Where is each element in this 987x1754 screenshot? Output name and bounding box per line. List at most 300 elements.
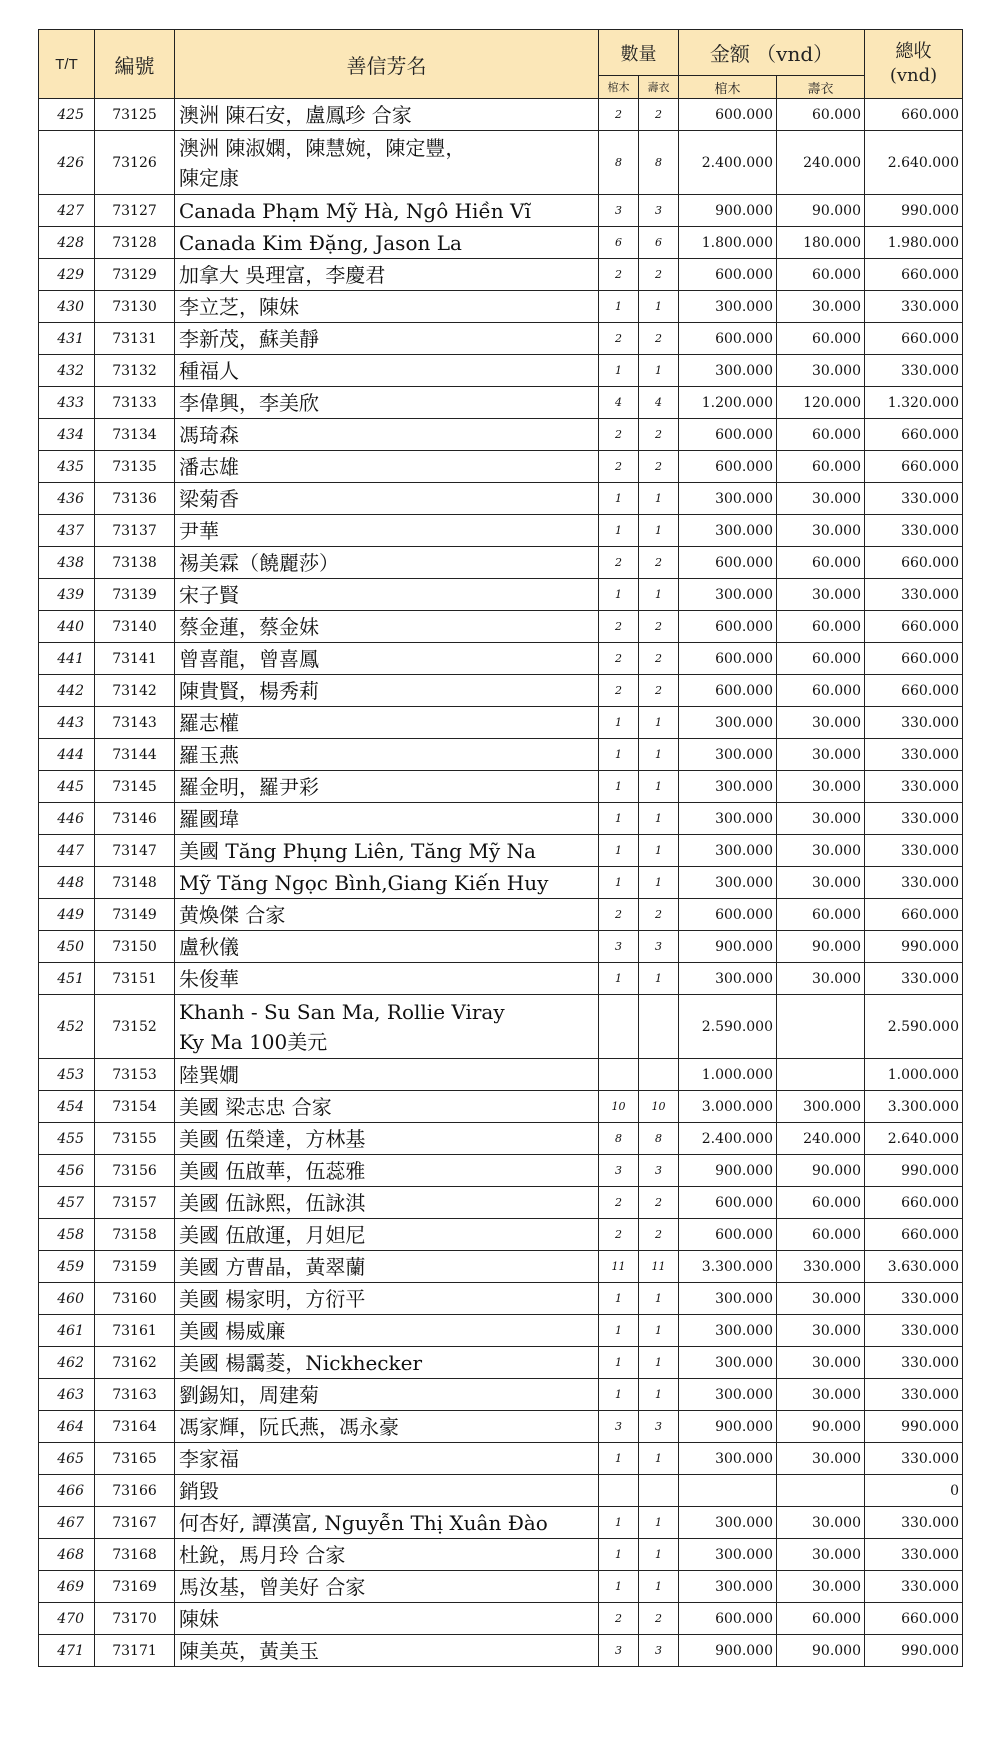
row-number: 465 bbox=[39, 1443, 95, 1475]
amount-shroud: 60.000 bbox=[777, 899, 865, 931]
row-number: 439 bbox=[39, 579, 95, 611]
amount-coffin: 300.000 bbox=[679, 1539, 777, 1571]
row-number: 435 bbox=[39, 451, 95, 483]
amount-coffin: 300.000 bbox=[679, 835, 777, 867]
table-row bbox=[39, 1603, 963, 1635]
qty-shroud: 1 bbox=[639, 707, 679, 739]
amount-coffin: 3.000.000 bbox=[679, 1091, 777, 1123]
row-code: 73132 bbox=[95, 355, 175, 387]
amount-total: 1.000.000 bbox=[865, 1059, 963, 1091]
table-row bbox=[39, 867, 963, 899]
amount-shroud: 60.000 bbox=[777, 99, 865, 131]
row-number: 425 bbox=[39, 99, 95, 131]
table-row bbox=[39, 1283, 963, 1315]
amount-total: 660.000 bbox=[865, 899, 963, 931]
amount-coffin: 600.000 bbox=[679, 1187, 777, 1219]
amount-total: 1.980.000 bbox=[865, 227, 963, 259]
qty-shroud: 6 bbox=[639, 227, 679, 259]
qty-coffin: 1 bbox=[599, 803, 639, 835]
amount-total: 330.000 bbox=[865, 483, 963, 515]
donor-name: 盧秋儀 bbox=[175, 931, 599, 963]
row-code: 73152 bbox=[95, 995, 175, 1059]
table-row bbox=[39, 1443, 963, 1475]
qty-shroud: 1 bbox=[639, 771, 679, 803]
amount-coffin: 2.590.000 bbox=[679, 995, 777, 1059]
amount-coffin: 3.300.000 bbox=[679, 1251, 777, 1283]
donor-name: Khanh - Su San Ma, Rollie Viray Ky Ma 100美元 bbox=[175, 995, 599, 1059]
amount-total: 330.000 bbox=[865, 1347, 963, 1379]
qty-shroud: 1 bbox=[639, 1507, 679, 1539]
qty-coffin: 1 bbox=[599, 1571, 639, 1603]
table-row bbox=[39, 1091, 963, 1123]
qty-shroud: 2 bbox=[639, 675, 679, 707]
donor-name: 尹華 bbox=[175, 515, 599, 547]
table-row bbox=[39, 1411, 963, 1443]
qty-shroud: 1 bbox=[639, 291, 679, 323]
amount-total: 330.000 bbox=[865, 739, 963, 771]
donor-name: 李新茂，蘇美靜 bbox=[175, 323, 599, 355]
row-code: 73142 bbox=[95, 675, 175, 707]
amount-coffin: 1.800.000 bbox=[679, 227, 777, 259]
table-row bbox=[39, 227, 963, 259]
amount-coffin: 2.400.000 bbox=[679, 131, 777, 195]
amount-total: 990.000 bbox=[865, 931, 963, 963]
row-number: 448 bbox=[39, 867, 95, 899]
row-number: 446 bbox=[39, 803, 95, 835]
donor-name: 蔡金蓮，蔡金妹 bbox=[175, 611, 599, 643]
amount-shroud: 30.000 bbox=[777, 1283, 865, 1315]
amount-total: 660.000 bbox=[865, 675, 963, 707]
qty-coffin: 2 bbox=[599, 643, 639, 675]
qty-coffin: 1 bbox=[599, 1283, 639, 1315]
table-row bbox=[39, 1123, 963, 1155]
amount-coffin: 600.000 bbox=[679, 675, 777, 707]
amount-total: 330.000 bbox=[865, 867, 963, 899]
donor-name: 澳洲 陳淑嫻，陳慧婉，陳定豐， 陳定康 bbox=[175, 131, 599, 195]
amount-coffin: 600.000 bbox=[679, 1603, 777, 1635]
donor-name: 美國 楊靄菱，Nickhecker bbox=[175, 1347, 599, 1379]
qty-coffin: 1 bbox=[599, 1507, 639, 1539]
qty-shroud: 2 bbox=[639, 611, 679, 643]
amount-coffin: 900.000 bbox=[679, 1411, 777, 1443]
donor-name: 美國 伍啟華，伍蕊雅 bbox=[175, 1155, 599, 1187]
amount-coffin: 300.000 bbox=[679, 963, 777, 995]
qty-shroud: 2 bbox=[639, 1603, 679, 1635]
qty-shroud: 2 bbox=[639, 451, 679, 483]
row-code: 73139 bbox=[95, 579, 175, 611]
amount-total: 330.000 bbox=[865, 1571, 963, 1603]
donor-name: Canada Phạm Mỹ Hà, Ngô Hiền Vĩ bbox=[175, 195, 599, 227]
amount-shroud: 60.000 bbox=[777, 547, 865, 579]
table-row bbox=[39, 739, 963, 771]
row-code: 73151 bbox=[95, 963, 175, 995]
qty-shroud: 2 bbox=[639, 259, 679, 291]
donor-name: 種福人 bbox=[175, 355, 599, 387]
row-number: 462 bbox=[39, 1347, 95, 1379]
qty-shroud: 1 bbox=[639, 803, 679, 835]
donor-name: 李立芝，陳妹 bbox=[175, 291, 599, 323]
qty-coffin: 11 bbox=[599, 1251, 639, 1283]
amount-shroud: 90.000 bbox=[777, 1155, 865, 1187]
qty-shroud: 1 bbox=[639, 355, 679, 387]
table-row bbox=[39, 1315, 963, 1347]
amount-shroud: 30.000 bbox=[777, 1347, 865, 1379]
amount-total: 660.000 bbox=[865, 1603, 963, 1635]
amount-coffin: 900.000 bbox=[679, 1155, 777, 1187]
amount-total: 330.000 bbox=[865, 1283, 963, 1315]
qty-shroud: 1 bbox=[639, 1571, 679, 1603]
qty-shroud bbox=[639, 1059, 679, 1091]
amount-coffin: 600.000 bbox=[679, 259, 777, 291]
qty-coffin: 2 bbox=[599, 1603, 639, 1635]
qty-coffin: 2 bbox=[599, 675, 639, 707]
amount-coffin: 300.000 bbox=[679, 483, 777, 515]
qty-coffin: 1 bbox=[599, 867, 639, 899]
row-number: 432 bbox=[39, 355, 95, 387]
row-code: 73140 bbox=[95, 611, 175, 643]
amount-shroud: 90.000 bbox=[777, 1411, 865, 1443]
row-code: 73143 bbox=[95, 707, 175, 739]
row-number: 461 bbox=[39, 1315, 95, 1347]
donor-name: 潘志雄 bbox=[175, 451, 599, 483]
qty-coffin: 3 bbox=[599, 931, 639, 963]
amount-shroud: 30.000 bbox=[777, 867, 865, 899]
row-number: 431 bbox=[39, 323, 95, 355]
qty-shroud bbox=[639, 995, 679, 1059]
amount-total: 660.000 bbox=[865, 99, 963, 131]
row-number: 471 bbox=[39, 1635, 95, 1667]
amount-shroud: 240.000 bbox=[777, 131, 865, 195]
amount-coffin: 900.000 bbox=[679, 195, 777, 227]
row-number: 466 bbox=[39, 1475, 95, 1507]
row-code: 73130 bbox=[95, 291, 175, 323]
donor-name: 羅志權 bbox=[175, 707, 599, 739]
qty-coffin: 2 bbox=[599, 899, 639, 931]
qty-coffin: 1 bbox=[599, 291, 639, 323]
amount-coffin: 300.000 bbox=[679, 1443, 777, 1475]
amount-coffin: 300.000 bbox=[679, 1379, 777, 1411]
donor-name: 美國 伍詠熙，伍詠淇 bbox=[175, 1187, 599, 1219]
table-row bbox=[39, 1571, 963, 1603]
donor-name: 美國 楊家明，方衍平 bbox=[175, 1283, 599, 1315]
amount-total: 1.320.000 bbox=[865, 387, 963, 419]
amount-coffin: 300.000 bbox=[679, 1347, 777, 1379]
amount-shroud: 30.000 bbox=[777, 1315, 865, 1347]
amount-shroud: 60.000 bbox=[777, 259, 865, 291]
row-number: 444 bbox=[39, 739, 95, 771]
donor-name: 梁菊香 bbox=[175, 483, 599, 515]
qty-coffin: 1 bbox=[599, 579, 639, 611]
row-code: 73169 bbox=[95, 1571, 175, 1603]
amount-total: 660.000 bbox=[865, 643, 963, 675]
amount-shroud bbox=[777, 995, 865, 1059]
amount-total: 2.640.000 bbox=[865, 1123, 963, 1155]
header-qty-coffin: 棺木 bbox=[599, 76, 639, 99]
qty-coffin: 1 bbox=[599, 707, 639, 739]
qty-shroud: 2 bbox=[639, 1219, 679, 1251]
amount-shroud: 60.000 bbox=[777, 675, 865, 707]
row-code: 73154 bbox=[95, 1091, 175, 1123]
amount-total: 660.000 bbox=[865, 1219, 963, 1251]
row-number: 468 bbox=[39, 1539, 95, 1571]
qty-coffin: 1 bbox=[599, 1379, 639, 1411]
amount-coffin: 300.000 bbox=[679, 579, 777, 611]
row-number: 441 bbox=[39, 643, 95, 675]
amount-total: 660.000 bbox=[865, 451, 963, 483]
amount-coffin: 600.000 bbox=[679, 451, 777, 483]
qty-coffin: 2 bbox=[599, 1187, 639, 1219]
qty-shroud: 1 bbox=[639, 1539, 679, 1571]
donor-name: 黄煥傑 合家 bbox=[175, 899, 599, 931]
donor-name: 羅金明，羅尹彩 bbox=[175, 771, 599, 803]
row-code: 73161 bbox=[95, 1315, 175, 1347]
table-row bbox=[39, 1251, 963, 1283]
amount-coffin: 600.000 bbox=[679, 323, 777, 355]
amount-total: 990.000 bbox=[865, 1155, 963, 1187]
qty-shroud: 1 bbox=[639, 515, 679, 547]
header-amount: 金额 （vnd） bbox=[679, 30, 865, 76]
donor-name: 陳妹 bbox=[175, 1603, 599, 1635]
donation-ledger bbox=[38, 29, 962, 1667]
row-code: 73160 bbox=[95, 1283, 175, 1315]
row-code: 73147 bbox=[95, 835, 175, 867]
table-row bbox=[39, 547, 963, 579]
row-number: 443 bbox=[39, 707, 95, 739]
qty-shroud bbox=[639, 1475, 679, 1507]
row-code: 73162 bbox=[95, 1347, 175, 1379]
row-number: 452 bbox=[39, 995, 95, 1059]
amount-shroud: 120.000 bbox=[777, 387, 865, 419]
row-number: 453 bbox=[39, 1059, 95, 1091]
header-amount-coffin: 棺木 bbox=[679, 76, 777, 99]
row-number: 463 bbox=[39, 1379, 95, 1411]
row-number: 456 bbox=[39, 1155, 95, 1187]
amount-total: 330.000 bbox=[865, 355, 963, 387]
table-row bbox=[39, 291, 963, 323]
table-row bbox=[39, 323, 963, 355]
amount-total: 990.000 bbox=[865, 1635, 963, 1667]
row-number: 467 bbox=[39, 1507, 95, 1539]
donor-name: 羅國瑋 bbox=[175, 803, 599, 835]
amount-shroud: 60.000 bbox=[777, 1219, 865, 1251]
row-code: 73134 bbox=[95, 419, 175, 451]
row-code: 73170 bbox=[95, 1603, 175, 1635]
table-row bbox=[39, 771, 963, 803]
table-row bbox=[39, 1379, 963, 1411]
qty-coffin: 2 bbox=[599, 259, 639, 291]
amount-shroud bbox=[777, 1475, 865, 1507]
row-number: 459 bbox=[39, 1251, 95, 1283]
amount-shroud: 30.000 bbox=[777, 515, 865, 547]
qty-coffin: 10 bbox=[599, 1091, 639, 1123]
qty-coffin bbox=[599, 1059, 639, 1091]
donor-name: 李家福 bbox=[175, 1443, 599, 1475]
amount-total: 330.000 bbox=[865, 835, 963, 867]
qty-coffin: 1 bbox=[599, 355, 639, 387]
qty-shroud: 8 bbox=[639, 1123, 679, 1155]
qty-coffin: 2 bbox=[599, 611, 639, 643]
donor-name: 美國 方曹晶，黃翠蘭 bbox=[175, 1251, 599, 1283]
row-code: 73165 bbox=[95, 1443, 175, 1475]
qty-coffin: 3 bbox=[599, 1635, 639, 1667]
donor-name: 澳洲 陳石安，盧鳳珍 合家 bbox=[175, 99, 599, 131]
qty-coffin: 4 bbox=[599, 387, 639, 419]
donor-name: 美國 伍榮達，方林基 bbox=[175, 1123, 599, 1155]
amount-coffin: 600.000 bbox=[679, 547, 777, 579]
amount-shroud: 60.000 bbox=[777, 323, 865, 355]
row-code: 73158 bbox=[95, 1219, 175, 1251]
table-row bbox=[39, 1187, 963, 1219]
amount-shroud: 30.000 bbox=[777, 579, 865, 611]
qty-coffin: 2 bbox=[599, 99, 639, 131]
qty-shroud: 1 bbox=[639, 1347, 679, 1379]
amount-total: 660.000 bbox=[865, 547, 963, 579]
qty-shroud: 8 bbox=[639, 131, 679, 195]
row-code: 73141 bbox=[95, 643, 175, 675]
table-row bbox=[39, 643, 963, 675]
qty-coffin: 1 bbox=[599, 483, 639, 515]
table-row bbox=[39, 259, 963, 291]
qty-coffin: 3 bbox=[599, 195, 639, 227]
table-row bbox=[39, 355, 963, 387]
table-row bbox=[39, 131, 963, 195]
table-row bbox=[39, 1347, 963, 1379]
row-number: 469 bbox=[39, 1571, 95, 1603]
donor-name: 加拿大 吳理富，李慶君 bbox=[175, 259, 599, 291]
donor-name: 羅玉燕 bbox=[175, 739, 599, 771]
row-number: 426 bbox=[39, 131, 95, 195]
amount-shroud: 180.000 bbox=[777, 227, 865, 259]
amount-coffin: 600.000 bbox=[679, 899, 777, 931]
amount-coffin: 1.000.000 bbox=[679, 1059, 777, 1091]
qty-shroud: 3 bbox=[639, 1635, 679, 1667]
row-number: 438 bbox=[39, 547, 95, 579]
amount-total: 330.000 bbox=[865, 1539, 963, 1571]
donor-name: 馬汝基，曾美好 合家 bbox=[175, 1571, 599, 1603]
qty-shroud: 1 bbox=[639, 1283, 679, 1315]
row-number: 442 bbox=[39, 675, 95, 707]
qty-coffin: 1 bbox=[599, 771, 639, 803]
qty-coffin: 6 bbox=[599, 227, 639, 259]
table-row bbox=[39, 1155, 963, 1187]
table-row bbox=[39, 963, 963, 995]
donor-name: 劉錫知，周建菊 bbox=[175, 1379, 599, 1411]
donor-name: 杜銳，馬月玲 合家 bbox=[175, 1539, 599, 1571]
table-row bbox=[39, 99, 963, 131]
donor-name: 陳美英，黃美玉 bbox=[175, 1635, 599, 1667]
table-row bbox=[39, 995, 963, 1059]
row-number: 449 bbox=[39, 899, 95, 931]
row-number: 447 bbox=[39, 835, 95, 867]
table-row bbox=[39, 707, 963, 739]
amount-shroud: 240.000 bbox=[777, 1123, 865, 1155]
amount-total: 330.000 bbox=[865, 579, 963, 611]
amount-total: 3.300.000 bbox=[865, 1091, 963, 1123]
amount-coffin: 600.000 bbox=[679, 1219, 777, 1251]
qty-shroud: 2 bbox=[639, 1187, 679, 1219]
row-code: 73157 bbox=[95, 1187, 175, 1219]
row-code: 73150 bbox=[95, 931, 175, 963]
amount-shroud: 30.000 bbox=[777, 771, 865, 803]
amount-coffin: 300.000 bbox=[679, 867, 777, 899]
row-code: 73145 bbox=[95, 771, 175, 803]
amount-shroud: 30.000 bbox=[777, 1507, 865, 1539]
donor-name: 裼美霖（饒麗莎） bbox=[175, 547, 599, 579]
amount-shroud: 30.000 bbox=[777, 1443, 865, 1475]
qty-shroud: 1 bbox=[639, 483, 679, 515]
qty-coffin bbox=[599, 1475, 639, 1507]
amount-shroud: 30.000 bbox=[777, 483, 865, 515]
qty-shroud: 1 bbox=[639, 579, 679, 611]
amount-coffin: 300.000 bbox=[679, 515, 777, 547]
amount-coffin: 2.400.000 bbox=[679, 1123, 777, 1155]
donor-name: 馮家輝，阮氏燕，馮永豪 bbox=[175, 1411, 599, 1443]
amount-shroud: 90.000 bbox=[777, 1635, 865, 1667]
row-code: 73137 bbox=[95, 515, 175, 547]
donor-name: 美國 楊威廉 bbox=[175, 1315, 599, 1347]
qty-shroud: 2 bbox=[639, 899, 679, 931]
amount-coffin: 600.000 bbox=[679, 99, 777, 131]
row-number: 430 bbox=[39, 291, 95, 323]
amount-total: 3.630.000 bbox=[865, 1251, 963, 1283]
row-number: 445 bbox=[39, 771, 95, 803]
amount-coffin bbox=[679, 1475, 777, 1507]
qty-coffin bbox=[599, 995, 639, 1059]
qty-shroud: 1 bbox=[639, 867, 679, 899]
amount-total: 660.000 bbox=[865, 323, 963, 355]
row-code: 73144 bbox=[95, 739, 175, 771]
amount-shroud: 90.000 bbox=[777, 195, 865, 227]
amount-shroud: 90.000 bbox=[777, 931, 865, 963]
amount-shroud: 30.000 bbox=[777, 291, 865, 323]
table-row bbox=[39, 451, 963, 483]
table-row bbox=[39, 931, 963, 963]
amount-coffin: 300.000 bbox=[679, 803, 777, 835]
table-row bbox=[39, 483, 963, 515]
amount-shroud: 60.000 bbox=[777, 419, 865, 451]
qty-coffin: 1 bbox=[599, 1539, 639, 1571]
amount-coffin: 300.000 bbox=[679, 1283, 777, 1315]
row-code: 73131 bbox=[95, 323, 175, 355]
qty-coffin: 2 bbox=[599, 547, 639, 579]
row-number: 458 bbox=[39, 1219, 95, 1251]
amount-total: 330.000 bbox=[865, 707, 963, 739]
row-code: 73136 bbox=[95, 483, 175, 515]
row-code: 73171 bbox=[95, 1635, 175, 1667]
row-code: 73167 bbox=[95, 1507, 175, 1539]
qty-shroud: 1 bbox=[639, 1315, 679, 1347]
amount-shroud: 330.000 bbox=[777, 1251, 865, 1283]
header-total: 總收 (vnd) bbox=[865, 30, 963, 99]
amount-coffin: 300.000 bbox=[679, 291, 777, 323]
amount-shroud: 60.000 bbox=[777, 451, 865, 483]
header-qty-shroud: 壽衣 bbox=[639, 76, 679, 99]
row-number: 436 bbox=[39, 483, 95, 515]
amount-shroud: 30.000 bbox=[777, 739, 865, 771]
amount-total: 330.000 bbox=[865, 1315, 963, 1347]
donor-name: 朱俊華 bbox=[175, 963, 599, 995]
qty-shroud: 10 bbox=[639, 1091, 679, 1123]
table-row bbox=[39, 835, 963, 867]
amount-shroud: 60.000 bbox=[777, 1603, 865, 1635]
qty-coffin: 3 bbox=[599, 1411, 639, 1443]
qty-coffin: 8 bbox=[599, 131, 639, 195]
qty-shroud: 4 bbox=[639, 387, 679, 419]
donor-name: 馮琦森 bbox=[175, 419, 599, 451]
amount-total: 330.000 bbox=[865, 1507, 963, 1539]
amount-coffin: 300.000 bbox=[679, 707, 777, 739]
row-number: 464 bbox=[39, 1411, 95, 1443]
